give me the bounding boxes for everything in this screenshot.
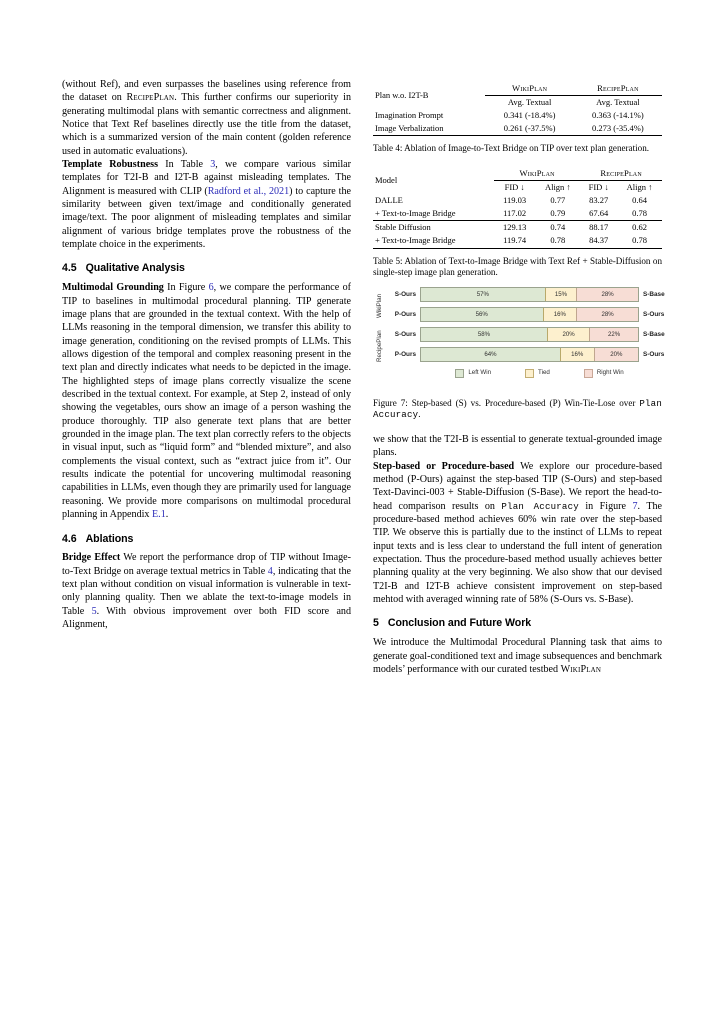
table-4-group-header-wikiplan: WikiPlan [485,82,573,96]
table-4-subheader-1: Avg. Textual [596,96,640,107]
table-4-corner-header: Plan w.o. I2T-B [375,89,429,100]
table-4-cell: 0.363 (-14.1%) [592,109,644,120]
figure-7 [373,284,665,388]
legend-label: Tied [538,369,550,377]
chart-row-left-label: P-Ours [394,310,416,318]
chart-legend [386,366,675,379]
legend-swatch-icon [525,369,534,378]
table-4-subheader-0: Avg. Textual [507,96,552,107]
table-5-cell: 0.78 [535,234,580,248]
legend-item-left-win [455,366,491,379]
chart-bar-row [386,286,675,303]
table-5 [373,167,662,249]
table-5-cell: 88.17 [589,222,609,233]
stacked-bar [420,327,639,342]
table-5-cell: 117.02 [494,207,536,221]
table-row [373,221,662,235]
left-column [62,78,351,958]
table-5-row-label: + Text-to-Image Bridge [373,207,494,221]
section-heading-ablations [62,533,351,546]
chart-bar-row [386,346,675,363]
table-4-cell: 0.341 (-18.4%) [503,109,556,120]
chart-row-left-label: S-Ours [394,290,416,298]
section-number: 4.6 [62,532,77,545]
table-5-group-header-recipeplan: RecipePlan [580,167,662,181]
chart-row-right-label: S-Ours [643,310,665,318]
text-run: In Table [158,159,211,171]
table-5-cell: 84.37 [580,234,617,248]
table-5-cell: 0.78 [617,207,662,221]
chart-group-label-wikiplan: WikiPlan [376,293,383,318]
figure-reference-link[interactable]: 6 [208,282,214,294]
table-5-subheader-0: FID ↓ [504,181,525,192]
text-run: , we compare various similar templates for T2I-B and I2T-B against misleading templates. The Alignment is measured with CLIP ( [62,159,352,197]
table-4-row-label: Imagination Prompt [375,109,444,120]
text-run: in Figure [578,500,633,512]
paragraph-multimodal-grounding [62,281,351,521]
chart-row-right-label: S-Base [643,330,665,338]
right-column [373,78,665,958]
table-5-container [373,167,662,279]
section-title: Conclusion and Future Work [387,617,532,630]
dataset-name-wikiplan: WikiPlan [560,663,602,675]
text-run: Figure 7: Step-based (S) vs. Procedure-based (P) Win-Tie-Lose over [373,397,640,408]
section-heading-conclusion [373,617,662,630]
paper-page [62,78,665,958]
table-row [373,234,662,248]
bar-segment-left-win: 58% [421,328,547,341]
text-run: ) to capture the similarity between given text/image and conditionally generated image/text. The poor alignment of misleading templates and similar alignment of various bridge templates prove the robustness of the template choice in the experiments. [62,185,351,251]
text-run: We introduce the Multimodal Procedural Planning task that aims to generate goal-conditioned text and image subsequences and benchmark models’ performance with our curated testbed [373,637,662,675]
table-header-row-groups [373,167,662,181]
text-run: . [418,409,421,420]
paragraph-lead-in: Step-based or Procedure-based [373,460,515,472]
table-4-row-label: Image Verbalization [373,122,485,136]
table-reference-link[interactable]: 4 [267,565,273,577]
table-5-cell: 0.74 [550,222,566,233]
text-run: , indicating that the text plan without condition on visual information is vulnerable in text-only planning quality. Then we ablate the text-to-image models in Table [62,565,351,617]
chart-bar-row [386,326,675,343]
table-row [373,109,662,122]
stacked-bar [420,347,639,362]
paragraph-conclusion [373,636,662,676]
table-4-group-header-recipeplan: RecipePlan [574,82,662,96]
table-4-cell: 0.273 (-35.4%) [574,122,662,136]
table-5-cell: 83.27 [589,194,609,205]
dataset-name-recipeplan: RecipePlan [126,92,175,104]
table-5-subheader-1: Align ↑ [544,181,571,192]
legend-label: Right Win [596,369,624,377]
bar-segment-left-win: 57% [421,288,545,301]
paragraph-lead-in: Bridge Effect [62,552,121,564]
legend-swatch-icon [455,369,464,378]
table-row [373,194,662,207]
table-5-cell: 0.77 [550,194,566,205]
paragraph-bridge-effect [62,551,351,631]
chart-row-left-label: P-Ours [394,351,416,359]
table-row [373,207,662,221]
text-run: , we compare the performance of TIP to baselines in multimodal procedural planning. TIP generate image plans that are grounded in the textual context. With the help of LLMs reasoning in the temporal dimension, we transfer this ability to image generation, conditioning on the revised prompts of LLMs. This allows digestion of the temporal and complex reasoning present in the text plan and directly indicates what needs to be depicted in the image. The highlighted steps of image plans correctly visualize the scene described in the textual context. For example, at Step 2, instead of only showing the vegetables, ours show an image of a person washing the produce thoroughly. TIP also generate text plans that are better grounded in the image plan. The text plan correctly refers to the objects in visual input, such as “liquid form” and “blended mixture”, and also complements the visual context, such as “extract juice from it”. Our results indicate the potential for uncovering multimodal reasoning capabilities in LLMs, even though they are primarily used for language reasoning. We provide more comparisons on multimodal procedural planning in Appendix [62,282,351,521]
text-run: . [165,509,169,521]
table-5-caption: Table 5: Ablation of Text-to-Image Bridge with Text Ref + Stable-Diffusion on single-step image plan generation. [373,255,662,278]
table-reference-link[interactable]: 5 [91,605,97,617]
table-4-caption: Table 4: Ablation of Image-to-Text Bridge on TIP over text plan generation. [373,143,650,154]
section-title: Ablations [85,532,134,545]
table-4-container [373,82,662,155]
figure-7-caption [373,398,662,421]
table-5-row-label: Stable Diffusion [375,222,431,233]
table-5-corner-header: Model [375,174,398,185]
table-5-cell: 0.79 [535,207,580,221]
bar-segment-right-win: 28% [577,288,638,301]
table-5-subheader-2: FID ↓ [588,181,609,192]
text-run: . This further confirms our superiority in generating multimodal plans with semantic correctness and alignment. Notice that Text Ref baselines directly use the title from the dataset, which is a summarized version of the main content (golden reference used in automatic evaluations). [62,92,351,157]
bar-segment-left-win: 56% [421,308,543,321]
paragraph-template-robustness [62,158,351,251]
table-5-cell: 119.74 [494,234,536,248]
table-5-cell: 0.64 [632,194,647,205]
legend-item-right-win [584,366,624,379]
paragraph-lead-in: Multimodal Grounding [62,282,164,294]
table-5-group-header-wikiplan: WikiPlan [494,167,580,181]
section-title: Qualitative Analysis [85,262,185,275]
bar-segment-tied: 16% [543,308,578,321]
chart-bar-row [386,306,675,323]
bar-segment-tied: 16% [560,348,595,361]
chart-row-left-label: S-Ours [394,330,416,338]
table-reference-link[interactable]: 3 [210,159,216,171]
table-4 [373,82,662,136]
table-row [373,122,662,136]
table-5-cell: 129.13 [502,222,527,233]
table-5-cell: 0.62 [632,222,647,233]
legend-item-tied [525,366,550,379]
section-heading-qualitative-analysis [62,262,351,275]
stacked-bar [420,307,639,322]
table-5-row-label: DALLE [375,194,403,205]
bar-segment-right-win: 28% [577,308,638,321]
table-5-cell: 67.64 [580,207,617,221]
bar-segment-tied: 20% [547,328,590,341]
text-run: We report the performance drop of TIP without Image-to-Text Bridge on average textual metrics in Table [62,552,351,577]
paragraph-step-or-procedure [373,460,662,607]
table-5-cell: 0.78 [617,234,662,248]
table-4-cell: 0.261 (-37.5%) [485,122,573,136]
metric-name-plan-accuracy: Plan Accuracy [373,397,662,421]
chart-row-right-label: S-Base [643,290,665,298]
table-5-cell: 119.03 [503,194,527,205]
section-number: 4.5 [62,262,77,275]
stacked-bar [420,287,639,302]
paragraph-lead-in: Template Robustness [62,159,159,171]
paragraph-without-ref [62,78,351,158]
table-5-subheader-3: Align ↑ [626,181,653,192]
legend-label: Left Win [468,369,492,377]
bar-segment-left-win: 64% [421,348,560,361]
chart-plot-area [373,286,675,380]
chart-row-right-label: S-Ours [643,351,665,359]
chart-group-label-recipeplan: RecipePlan [376,330,383,363]
citation-link[interactable]: Radford et al., 2021 [207,185,290,197]
legend-swatch-icon [584,369,593,378]
appendix-reference-link[interactable]: E.1 [152,509,166,521]
text-run: We explore our procedure-based method (P-Ours) against the step-based TIP (S-Ours) and step-based Text-Davinci-003 + Stable-Diffusion (S-Base). We report the head-to-head comparison results on [373,460,662,512]
bar-segment-tied: 15% [545,288,578,301]
bar-segment-right-win: 20% [595,348,638,361]
text-run: (without Ref), and even surpasses the baselines using reference from the dataset on [62,79,351,104]
text-run: In Figure [163,282,209,294]
metric-name-plan-accuracy: Plan Accuracy [501,500,579,512]
text-run: . With obvious improvement over both FID score and Alignment, [62,605,352,631]
text-run: . The procedure-based method achieves 60% win rate over the step-based TIP. We observe this is partially due to the instinct of LLMs to repeat input texts and is less clear to understand the full intent of generation expectation. Thus the procedure-based method usually achieves better planning quality at the very beginning. We also show that our devised T2I-B and I2T-B achieve consistent improvement on step-based mehtod with averaged winning rate of 58% (S-Ours vs. S-Base). [373,500,663,606]
figure-reference-link[interactable]: 7 [632,500,638,512]
section-number: 5 [373,617,379,630]
bar-segment-right-win: 22% [590,328,638,341]
table-header-row-groups [373,82,662,96]
paragraph-t2i-essential: we show that the T2I-B is essential to generate textual-grounded image plans. [373,433,662,459]
table-5-row-label: + Text-to-Image Bridge [373,234,494,248]
